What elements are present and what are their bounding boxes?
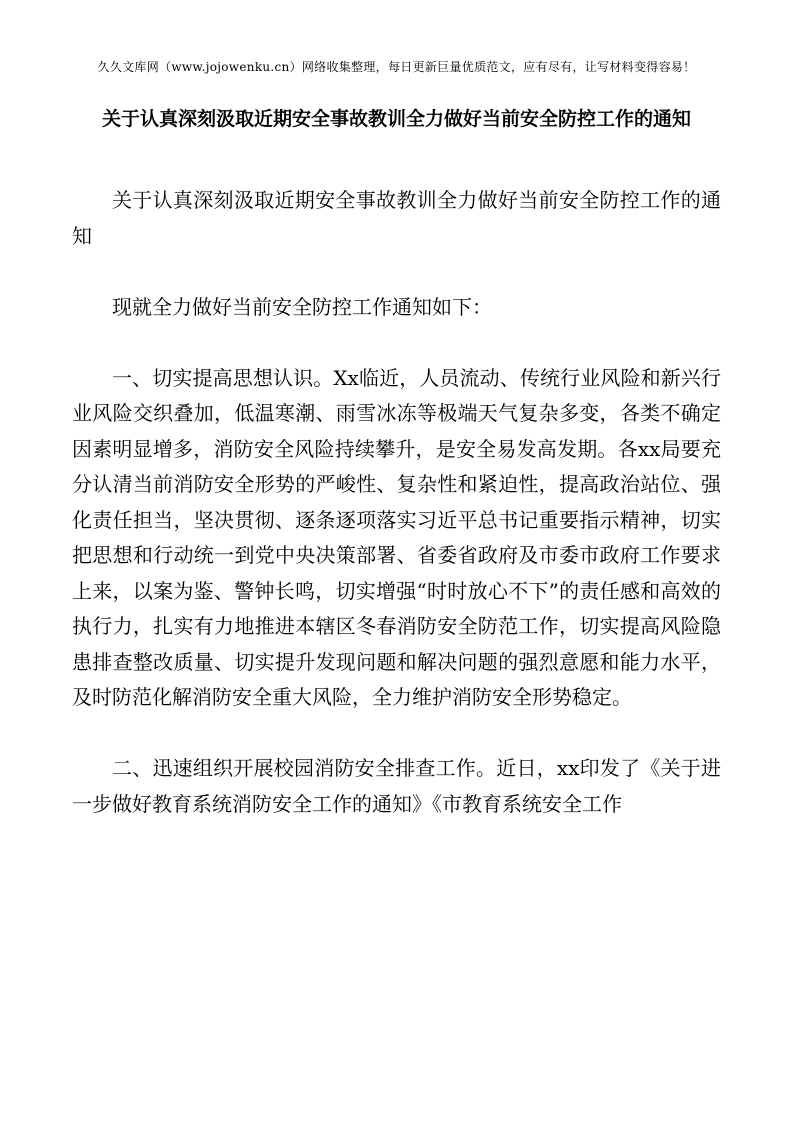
paragraph-section-one: 一、切实提高思想认识。Xx临近，人员流动、传统行业风险和新兴行业风险交织叠加，低温寒潮、雨雪冰冻等极端天气复杂多变，各类不确定因素明显增多，消防安全风险持续攀升，是安全易发高发期。各xx局要充分认清当前消防安全形势的严峻性、复杂性和紧迫性，提高政治站位、强化责任担当，坚决贯彻、逐条逐项落实习近平总书记重要指示精神，切实把思想和行动统一到党中央决策部署、省委省政府及市委市政府工作要求上来，以案为鉴、警钟长鸣，切实增强“时时放心不下”的责任感和高效的执行力，扎实有力地推进本辖区冬春消防安全防范工作，切实提高风险隐患排查整改质量、切实提升发现问题和解决问题的强烈意愿和能力水平，及时防范化解消防安全重大风险，全力维护消防安全形势稳定。 — [72, 365, 721, 709]
document-title: 关于认真深刻汲取近期安全事故教训全力做好当前安全防控工作的通知 — [101, 108, 691, 130]
paragraph-intro: 现就全力做好当前安全防控工作通知如下： — [112, 294, 492, 319]
document-body — [72, 183, 721, 822]
header-note: 久久文库网（www.jojowenku.cn）网络收集整理，每日更新巨量优质范文，应有尽有，让写材料变得容易！ — [97, 60, 696, 74]
paragraph-restated-title: 关于认真深刻汲取近期安全事故教训全力做好当前安全防控工作的通知 — [72, 188, 721, 248]
paragraph-section-two: 二、迅速组织开展校园消防安全排查工作。近日，xx印发了《关于进一步做好教育系统消防安全工作的通知》《市教育系统安全工作 — [72, 756, 721, 816]
